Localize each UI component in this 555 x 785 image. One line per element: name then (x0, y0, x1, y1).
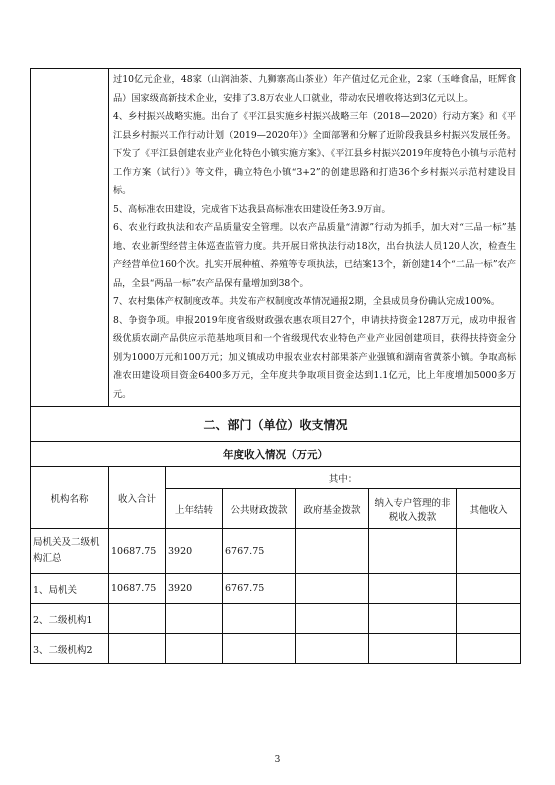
row-gov-fund (296, 529, 369, 574)
row-org-name: 3、二级机构2 (31, 634, 109, 664)
narrative-paragraph: 4、乡村振兴战略实施。出台了《平江县实施乡村振兴战略三年（2018—2020）行动方案》和《平江县乡村振兴工作行动计划（2019—2020年）》全面部署和分解了近阶段我县乡村振兴发展任务。下发了《平江县创建农业产业化特色小镇实施方案》、《平江县乡村振兴2019年度特色小镇与示范村工作方案（试行）》等文件，确立特色小镇“3+2”的创建思路和打造36个乡村振兴示范村建设目标。 (113, 111, 517, 196)
table-row (31, 574, 521, 604)
row-public-finance (223, 634, 296, 664)
row-gov-fund (296, 574, 369, 604)
narrative-paragraph: 7、农村集体产权制度改革。共发布产权制度改革情况通报2期，全县成员身份确认完成100%。 (113, 296, 501, 307)
row-non-tax (369, 604, 457, 634)
subtitle-row (31, 442, 521, 467)
row-public-finance: 6767.75 (223, 574, 296, 604)
row-non-tax (369, 574, 457, 604)
narrative-paragraph: 5、高标准农田建设，完成省下达我县高标准农田建设任务3.9万亩。 (113, 203, 391, 215)
narrative-paragraph: 过10亿元企业，48家（山润油茶、九狮寨高山茶业）年产值过亿元企业，2家（玉峰食品，旺辉食品）国家级高新技术企业，安排了3.8万农业人口就业，带动农民增收将达到3亿元以上。 (113, 74, 517, 104)
table-row (31, 529, 521, 574)
row-other-income (457, 529, 521, 574)
header-other-income: 其他收入 (457, 489, 521, 529)
document-page (30, 68, 520, 664)
row-public-finance: 6767.75 (223, 529, 296, 574)
page-number: 3 (274, 755, 281, 765)
row-gov-fund (296, 634, 369, 664)
narrative-paragraph: 6、农业行政执法和农产品质量安全管理。以农产品质量“清源”行动为抓手，加大对“三品一标”基地、农业新型经营主体巡查监管力度。共开展日常执法行动18次，出台执法人员120人次，检查生产经营单位160个次。扎实开展种植、养殖等专项执法，已结案13个，新创建14个“二品一标”农产品，全县“两品一标”农产品保有量增加到38个。 (113, 222, 517, 289)
row-org-name: 1、局机关 (31, 574, 109, 604)
narrative-left-cell (31, 69, 109, 407)
row-non-tax (369, 529, 457, 574)
row-carryover (166, 634, 223, 664)
table-subtitle: 年度收入情况（万元） (31, 442, 521, 467)
header-gov-fund: 政府基金拨款 (296, 489, 369, 529)
row-total (109, 634, 166, 664)
row-carryover (166, 604, 223, 634)
header-public-finance: 公共财政拨款 (223, 489, 296, 529)
header-non-tax: 纳入专户管理的非税收入拨款 (369, 489, 457, 529)
row-other-income (457, 634, 521, 664)
row-public-finance (223, 604, 296, 634)
row-other-income (457, 574, 521, 604)
row-total: 10687.75 (109, 574, 166, 604)
section-title: 二、部门（单位）收支情况 (31, 407, 521, 442)
section-title-row (31, 407, 521, 442)
row-carryover: 3920 (166, 574, 223, 604)
header-row-1 (31, 467, 521, 489)
header-of-which: 其中： (166, 467, 521, 489)
narrative-cell (109, 69, 521, 407)
document-table (30, 68, 521, 664)
header-org-name: 机构名称 (31, 467, 109, 529)
table-row (31, 604, 521, 634)
header-income-total: 收入合计 (109, 467, 166, 529)
header-carryover: 上年结转 (166, 489, 223, 529)
row-total (109, 604, 166, 634)
row-non-tax (369, 634, 457, 664)
narrative-paragraph: 8、争资争项。申报2019年度省级财政强农惠农项目27个，申请扶持资金1287万元，成功申报省级优质农副产品供应示范基地项目和一个省级现代农业特色产业产业园创建项目，获得扶持资金分别为1000万元和100万元；加义镇成功申报农业农村部果茶产业强镇和湖南省黄茶小镇。争取高标准农田建设项目资金6400多万元，全年度共争取项目资金达到1.1亿元，比上年度增加5000多万元。 (113, 314, 517, 400)
row-total: 10687.75 (109, 529, 166, 574)
row-other-income (457, 604, 521, 634)
row-gov-fund (296, 604, 369, 634)
row-org-name: 局机关及二级机构汇总 (31, 529, 109, 574)
row-carryover: 3920 (166, 529, 223, 574)
row-org-name: 2、二级机构1 (31, 604, 109, 634)
narrative-row (31, 69, 521, 407)
table-row (31, 634, 521, 664)
